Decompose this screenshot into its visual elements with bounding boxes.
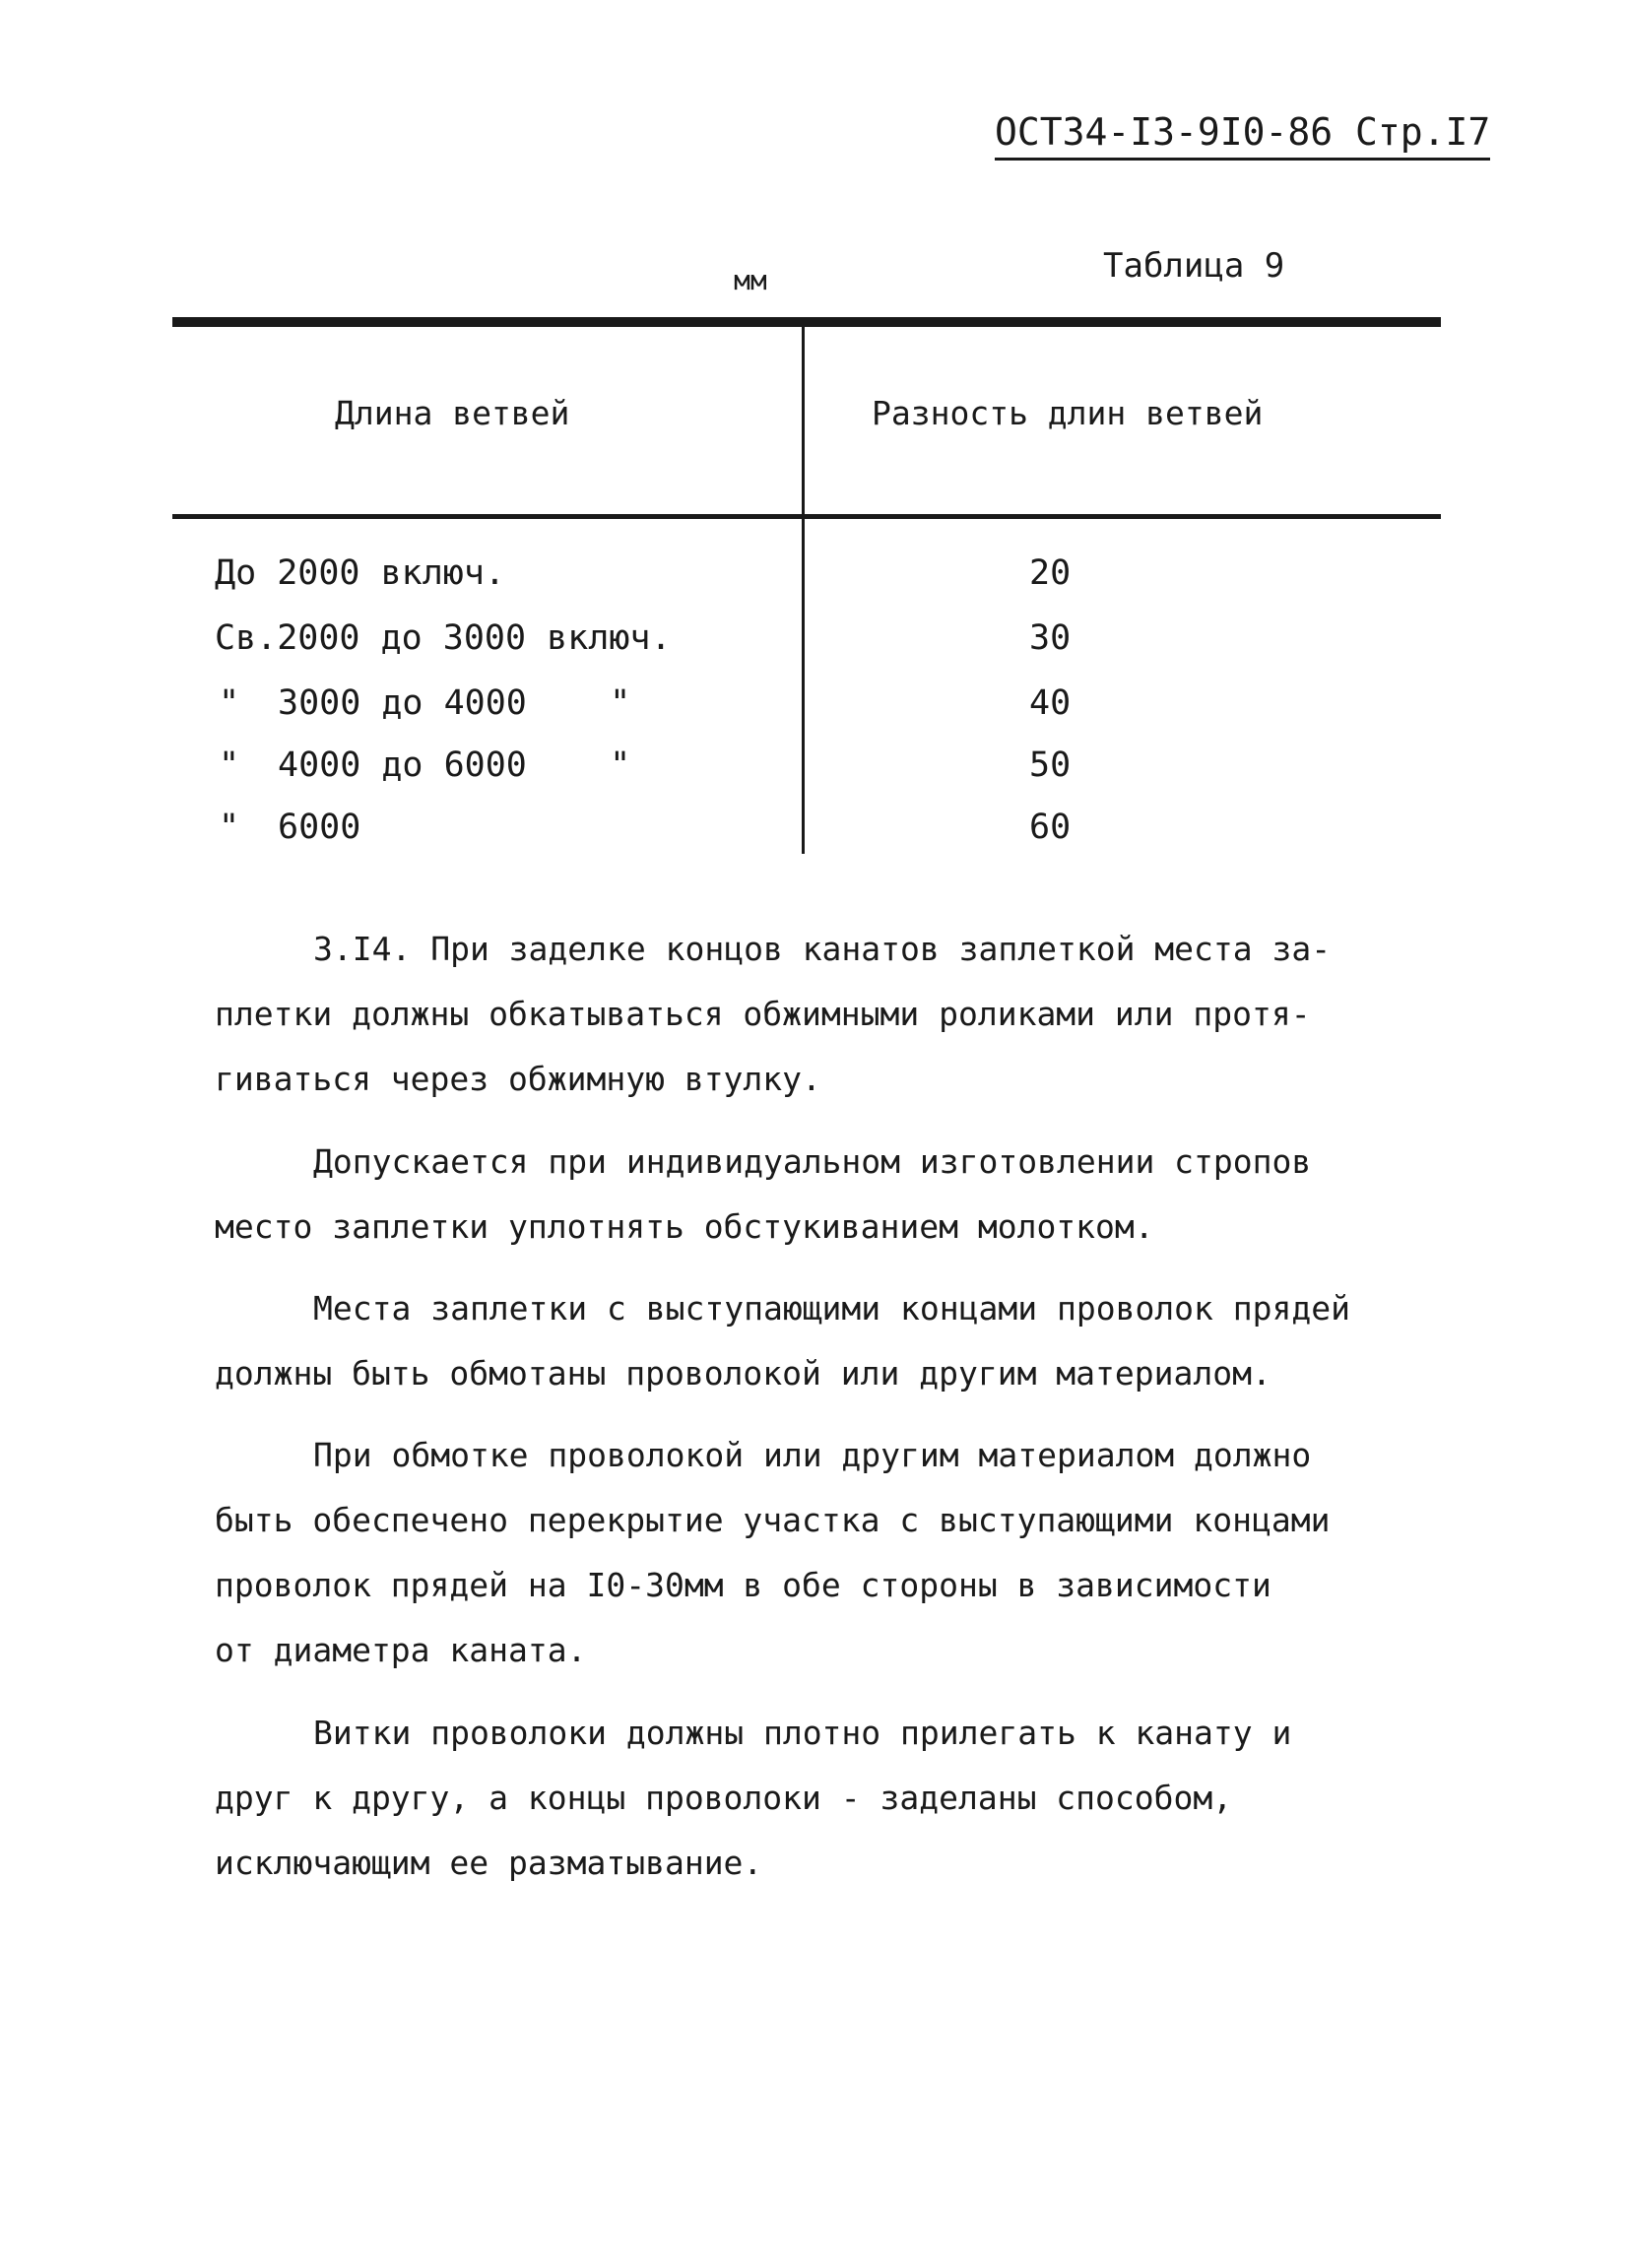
table-top-rule <box>172 317 1441 327</box>
row-difference: 50 <box>1029 745 1072 785</box>
table-header-rule <box>172 514 1441 519</box>
row-difference: 20 <box>1029 553 1072 593</box>
ditto-mark: " <box>219 683 240 723</box>
table-column-divider-header <box>802 327 805 516</box>
paragraph-line: плетки должны обкатываться обжимными роликами или протя- <box>215 995 1311 1033</box>
table-row <box>0 553 1629 615</box>
row-difference: 30 <box>1029 618 1072 658</box>
paragraph-line: место заплетки уплотнять обстукиванием молотком. <box>215 1207 1154 1246</box>
row-difference: 40 <box>1029 683 1072 723</box>
table-label: Таблица 9 <box>1103 246 1285 286</box>
table-row <box>0 618 1629 680</box>
row-length: Св.2000 до 3000 включ. <box>215 618 672 658</box>
column-header-difference: Разность длин ветвей <box>872 394 1264 432</box>
paragraph-line: от диаметра каната. <box>215 1631 587 1669</box>
table-row <box>0 745 1629 807</box>
row-length: 3000 до 4000 " <box>278 683 631 723</box>
paragraph-line: быть обеспечено перекрытие участка с выступающими концами <box>215 1501 1331 1539</box>
paragraph-line: проволок прядей на I0-30мм в обе стороны в зависимости <box>215 1566 1271 1604</box>
paragraph-line: 3.I4. При заделке концов канатов заплеткой места за- <box>313 930 1332 968</box>
paragraph-line: гиваться через обжимную втулку. <box>215 1060 821 1098</box>
paragraph-line: Витки проволоки должны плотно прилегать к канату и <box>313 1714 1292 1752</box>
row-length: 6000 <box>278 808 361 847</box>
column-header-length: Длина ветвей <box>335 394 570 432</box>
table-row <box>0 683 1629 745</box>
paragraph-line: Места заплетки с выступающими концами проволок прядей <box>313 1289 1350 1328</box>
row-length: До 2000 включ. <box>215 553 506 593</box>
ditto-mark: " <box>219 808 240 847</box>
paragraph-line: При обмотке проволокой или другим материалом должно <box>313 1436 1312 1474</box>
row-difference: 60 <box>1029 808 1072 847</box>
table-row <box>0 808 1629 869</box>
paragraph-line: должны быть обмотаны проволокой или другим материалом. <box>215 1354 1271 1393</box>
ditto-mark: " <box>219 745 240 785</box>
paragraph-line: Допускается при индивидуальном изготовлении стропов <box>313 1142 1312 1181</box>
row-length: 4000 до 6000 " <box>278 745 631 785</box>
paragraph-line: друг к другу, а концы проволоки - заделаны способом, <box>215 1779 1233 1817</box>
table-unit: мм <box>734 264 767 296</box>
document-reference: ОСТ34-I3-9I0-86 Стр.I7 <box>995 110 1490 161</box>
paragraph-line: исключающим ее разматывание. <box>215 1844 763 1882</box>
